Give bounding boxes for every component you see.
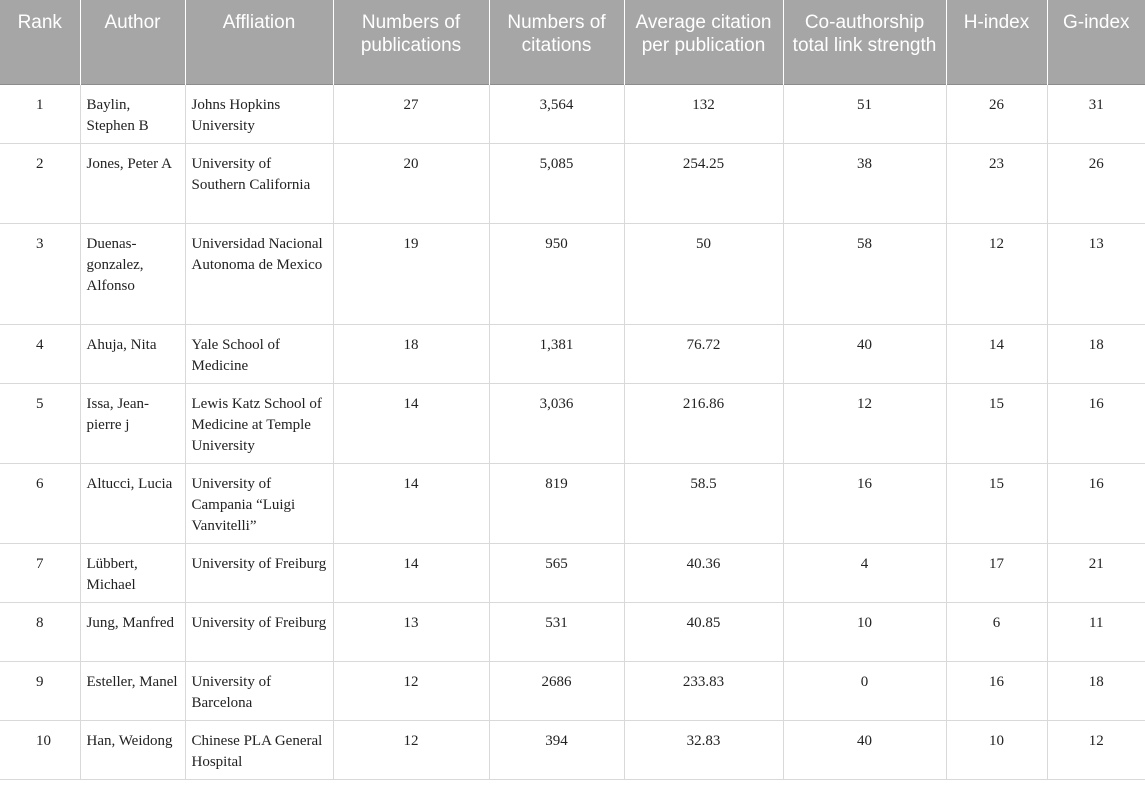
header-average-citation: Average citation per publication [624,0,783,84]
g-index-cell: 16 [1047,383,1145,463]
publications-cell: 14 [333,383,489,463]
citations-cell: 950 [489,223,624,324]
link-strength-cell: 12 [783,383,946,463]
affiliation-cell: Johns Hopkins University [185,84,333,143]
table-row [0,661,1145,720]
g-index-cell: 18 [1047,661,1145,720]
publications-cell: 12 [333,720,489,779]
table-row [0,463,1145,543]
g-index-cell: 31 [1047,84,1145,143]
header-rank: Rank [0,0,80,84]
citations-cell: 531 [489,602,624,661]
average-citation-cell: 40.85 [624,602,783,661]
rank-cell: 8 [0,602,80,661]
table-row [0,223,1145,324]
h-index-cell: 26 [946,84,1047,143]
h-index-cell: 15 [946,463,1047,543]
g-index-cell: 16 [1047,463,1145,543]
author-cell: Duenas-gonzalez, Alfonso [80,223,185,324]
rank-cell: 1 [0,84,80,143]
link-strength-cell: 51 [783,84,946,143]
citations-cell: 2686 [489,661,624,720]
average-citation-cell: 76.72 [624,324,783,383]
g-index-cell: 18 [1047,324,1145,383]
affiliation-cell: Yale School of Medicine [185,324,333,383]
affiliation-cell: University of Southern California [185,143,333,223]
table-header [0,0,1145,84]
table-row [0,84,1145,143]
header-citations: Numbers of citations [489,0,624,84]
header-link-strength: Co-authorship total link strength [783,0,946,84]
h-index-cell: 10 [946,720,1047,779]
affiliation-cell: University of Freiburg [185,602,333,661]
publications-cell: 27 [333,84,489,143]
rank-cell: 9 [0,661,80,720]
h-index-cell: 23 [946,143,1047,223]
citations-cell: 819 [489,463,624,543]
publications-cell: 14 [333,543,489,602]
link-strength-cell: 40 [783,720,946,779]
link-strength-cell: 0 [783,661,946,720]
author-cell: Issa, Jean-pierre j [80,383,185,463]
author-cell: Ahuja, Nita [80,324,185,383]
h-index-cell: 12 [946,223,1047,324]
citations-cell: 5,085 [489,143,624,223]
affiliation-cell: Universidad Nacional Autonoma de Mexico [185,223,333,324]
g-index-cell: 12 [1047,720,1145,779]
rank-cell: 7 [0,543,80,602]
citations-cell: 3,564 [489,84,624,143]
link-strength-cell: 10 [783,602,946,661]
header-affiliation: Affliation [185,0,333,84]
header-publications: Numbers of publications [333,0,489,84]
citations-cell: 394 [489,720,624,779]
affiliation-cell: Lewis Katz School of Medicine at Temple University [185,383,333,463]
average-citation-cell: 32.83 [624,720,783,779]
publications-cell: 14 [333,463,489,543]
table-row [0,720,1145,779]
author-cell: Altucci, Lucia [80,463,185,543]
citations-cell: 565 [489,543,624,602]
link-strength-cell: 58 [783,223,946,324]
rank-cell: 4 [0,324,80,383]
affiliation-cell: University of Barcelona [185,661,333,720]
table-row [0,543,1145,602]
h-index-cell: 14 [946,324,1047,383]
publications-cell: 18 [333,324,489,383]
average-citation-cell: 254.25 [624,143,783,223]
average-citation-cell: 50 [624,223,783,324]
link-strength-cell: 4 [783,543,946,602]
publications-cell: 12 [333,661,489,720]
affiliation-cell: University of Freiburg [185,543,333,602]
header-h-index: H-index [946,0,1047,84]
author-cell: Esteller, Manel [80,661,185,720]
author-cell: Baylin, Stephen B [80,84,185,143]
citations-cell: 1,381 [489,324,624,383]
table-body [0,84,1145,779]
rank-cell: 6 [0,463,80,543]
g-index-cell: 26 [1047,143,1145,223]
average-citation-cell: 40.36 [624,543,783,602]
table-row [0,602,1145,661]
link-strength-cell: 16 [783,463,946,543]
rank-cell: 3 [0,223,80,324]
author-cell: Lübbert, Michael [80,543,185,602]
table-row [0,324,1145,383]
h-index-cell: 15 [946,383,1047,463]
publications-cell: 13 [333,602,489,661]
header-g-index: G-index [1047,0,1145,84]
rank-cell: 2 [0,143,80,223]
header-author: Author [80,0,185,84]
header-row [0,0,1145,84]
author-cell: Jung, Manfred [80,602,185,661]
publications-cell: 19 [333,223,489,324]
g-index-cell: 11 [1047,602,1145,661]
author-cell: Jones, Peter A [80,143,185,223]
affiliation-cell: Chinese PLA General Hospital [185,720,333,779]
h-index-cell: 17 [946,543,1047,602]
rank-cell: 10 [0,720,80,779]
rank-cell: 5 [0,383,80,463]
average-citation-cell: 216.86 [624,383,783,463]
affiliation-cell: University of Campania “Luigi Vanvitelli” [185,463,333,543]
average-citation-cell: 58.5 [624,463,783,543]
average-citation-cell: 233.83 [624,661,783,720]
author-cell: Han, Weidong [80,720,185,779]
h-index-cell: 6 [946,602,1047,661]
link-strength-cell: 40 [783,324,946,383]
h-index-cell: 16 [946,661,1047,720]
publications-cell: 20 [333,143,489,223]
citations-cell: 3,036 [489,383,624,463]
g-index-cell: 21 [1047,543,1145,602]
g-index-cell: 13 [1047,223,1145,324]
link-strength-cell: 38 [783,143,946,223]
average-citation-cell: 132 [624,84,783,143]
table-row [0,383,1145,463]
table-row [0,143,1145,223]
